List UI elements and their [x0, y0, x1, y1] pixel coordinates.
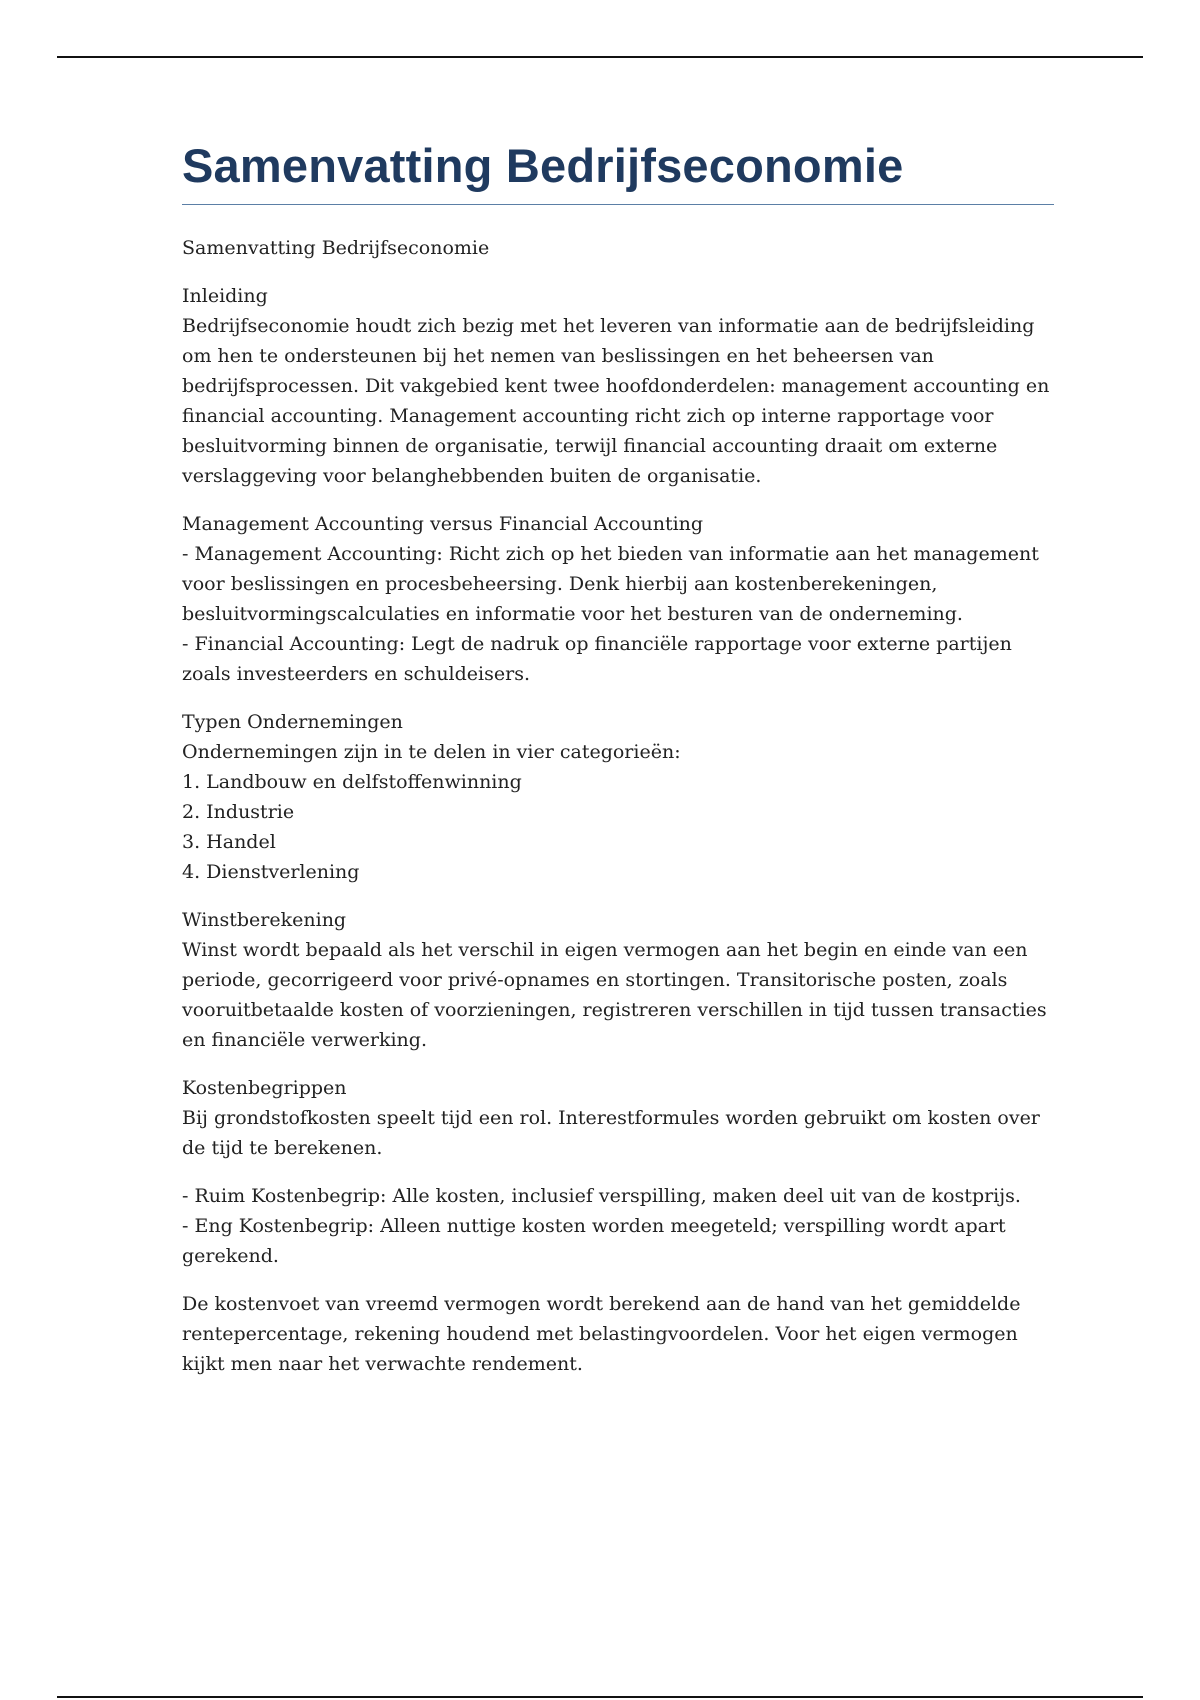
bottom-rule — [57, 1696, 1143, 1698]
section-heading-inleiding: Inleiding — [182, 285, 268, 308]
section-intro-typen: Ondernemingen zijn in te delen in vier categorieën: — [182, 741, 681, 764]
document-content — [182, 138, 1054, 1397]
list-item: 2. Industrie — [182, 801, 295, 824]
subtitle-paragraph — [182, 233, 1054, 263]
list-item: 1. Landbouw en delfstoffenwinning — [182, 771, 522, 794]
document-title: Samenvatting Bedrijfseconomie — [182, 138, 1054, 205]
section-kosten — [182, 1073, 1054, 1163]
section-heading-kosten: Kostenbegrippen — [182, 1077, 347, 1100]
section-winst — [182, 905, 1054, 1055]
section-kostenbegrip-list — [182, 1181, 1054, 1271]
list-item: 4. Dienstverlening — [182, 861, 360, 884]
section-text-kosten: Bij grondstofkosten speelt tijd een rol. Interestformules worden gebruikt om kosten over de tijd te berekenen. — [182, 1107, 1040, 1160]
top-rule — [57, 56, 1143, 58]
section-typen — [182, 707, 1054, 887]
section-heading-typen: Typen Ondernemingen — [182, 711, 403, 734]
subtitle-text: Samenvatting Bedrijfseconomie — [182, 237, 490, 260]
list-item: 3. Handel — [182, 831, 276, 854]
section-text-kostenvoet: De kostenvoet van vreemd vermogen wordt berekend aan de hand van het gemiddelde rentepercentage, rekening houdend met belastingvoordelen. Voor het eigen vermogen kijkt men naar het verwachte rendement. — [182, 1293, 1021, 1376]
list-item-ruim-kostenbegrip: - Ruim Kostenbegrip: Alle kosten, inclusief verspilling, maken deel uit van de kostprijs. — [182, 1185, 1021, 1208]
list-item-eng-kostenbegrip: - Eng Kostenbegrip: Alleen nuttige kosten worden meegeteld; verspilling wordt apart gerekend. — [182, 1215, 1006, 1268]
list-item-management-accounting: - Management Accounting: Richt zich op het bieden van informatie aan het management voor beslissingen en procesbeheersing. Denk hierbij aan kostenberekeningen, besluitvormingscalculaties en informatie voor het besturen van de onderneming. — [182, 543, 1039, 626]
section-kostenvoet — [182, 1289, 1054, 1379]
section-heading-winst: Winstberekening — [182, 909, 347, 932]
section-inleiding — [182, 281, 1054, 491]
section-text-inleiding: Bedrijfseconomie houdt zich bezig met het leveren van informatie aan de bedrijfsleiding om hen te ondersteunen bij het nemen van beslissingen en het beheersen van bedrijfsprocessen. Dit vakgebied kent twee hoofdonderdelen: management accounting en financial accounting. Management accounting richt zich op interne rapportage voor besluitvorming binnen de organisatie, terwijl financial accounting draait om externe verslaggeving voor belanghebbenden buiten de organisatie. — [182, 315, 1050, 488]
list-item-financial-accounting: - Financial Accounting: Legt de nadruk op financiële rapportage voor externe partijen zoals investeerders en schuldeisers. — [182, 633, 1012, 686]
document-body — [182, 233, 1054, 1379]
section-accounting — [182, 509, 1054, 689]
section-heading-accounting: Management Accounting versus Financial Accounting — [182, 513, 704, 536]
section-text-winst: Winst wordt bepaald als het verschil in eigen vermogen aan het begin en einde van een periode, gecorrigeerd voor privé-opnames en stortingen. Transitorische posten, zoals vooruitbetaalde kosten of voorzieningen, registreren verschillen in tijd tussen transacties en financiële verwerking. — [182, 939, 1047, 1052]
